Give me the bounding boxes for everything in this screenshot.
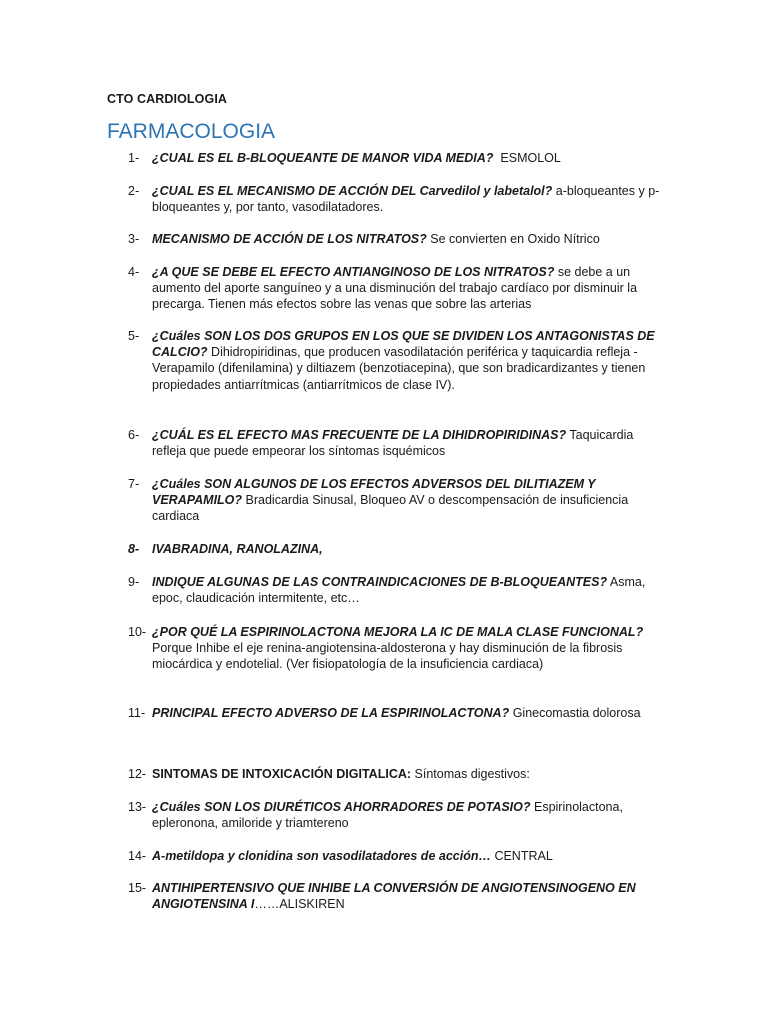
answer-text: Porque Inhibe el eje renina-angiotensina-aldosterona y hay disminución de la fibrosis miocárdica y endotelial. (Ver fisiopatología de la insuficiencia cardiaca) bbox=[152, 641, 623, 672]
question-text: ¿Cuáles SON ALGUNOS DE LOS EFECTOS ADVERSOS DEL DILITIAZEM Y VERAPAMILO? bbox=[152, 477, 596, 508]
answer-text: se debe a un aumento del aporte sanguíneo y a una disminución del trabajo cardíaco por disminuir la precarga. Tienen más efectos sobre las venas que sobre las arterias bbox=[152, 265, 638, 312]
question-text: ANTIHIPERTENSIVO QUE INHIBE LA CONVERSIÓN DE ANGIOTENSINOGENO EN ANGIOTENSINA I bbox=[152, 881, 636, 912]
question-text: MECANISMO DE ACCIÓN DE LOS NITRATOS? bbox=[152, 232, 427, 246]
question-text: ¿CUAL ES EL MECANISMO DE ACCIÓN DEL Carvedilol y labetalol? bbox=[152, 184, 553, 198]
section-title: FARMACOLOGIA bbox=[107, 120, 276, 143]
question-item bbox=[128, 705, 668, 721]
question-text: ¿POR QUÉ LA ESPIRINOLACTONA MEJORA LA IC DE MALA CLASE FUNCIONAL? bbox=[152, 625, 644, 639]
answer-text: Asma, epoc, claudicación intermitente, etc… bbox=[152, 575, 646, 606]
question-item bbox=[128, 231, 668, 247]
question-text: PRINCIPAL EFECTO ADVERSO DE LA ESPIRINOLACTONA? bbox=[152, 706, 510, 720]
question-number: 3- bbox=[128, 232, 140, 246]
question-item bbox=[128, 150, 668, 166]
question-number: 10- bbox=[128, 625, 147, 639]
question-text: A-metildopa y clonidina son vasodilatadores de acción… bbox=[152, 849, 491, 863]
question-text: ¿CUÁL ES EL EFECTO MAS FRECUENTE DE LA DIHIDROPIRIDINAS? bbox=[152, 428, 567, 442]
question-item bbox=[128, 541, 668, 557]
question-text: ¿A QUE SE DEBE EL EFECTO ANTIANGINOSO DE LOS NITRATOS? bbox=[152, 265, 555, 279]
question-item bbox=[128, 766, 668, 782]
question-item bbox=[128, 880, 668, 912]
answer-text: Espirinolactona, epleronona, amiloride y triamtereno bbox=[152, 800, 623, 831]
document-header: CTO CARDIOLOGIA bbox=[107, 92, 228, 106]
answer-text: Ginecomastia dolorosa bbox=[509, 706, 641, 720]
question-text: ¿Cuáles SON LOS DIURÉTICOS AHORRADORES DE POTASIO? bbox=[152, 800, 531, 814]
question-item bbox=[128, 427, 668, 459]
question-number: 15- bbox=[128, 881, 147, 895]
question-number: 1- bbox=[128, 151, 140, 165]
question-number: 14- bbox=[128, 849, 147, 863]
question-item bbox=[128, 574, 668, 606]
question-item bbox=[128, 328, 668, 393]
question-number: 4- bbox=[128, 265, 140, 279]
question-number: 6- bbox=[128, 428, 140, 442]
question-number: 2- bbox=[128, 184, 140, 198]
question-number: 12- bbox=[128, 767, 147, 781]
question-item bbox=[128, 476, 668, 525]
answer-text: ……ALISKIREN bbox=[254, 897, 345, 912]
question-number: 8- bbox=[128, 542, 140, 556]
question-item bbox=[128, 848, 668, 864]
question-text: INDIQUE ALGUNAS DE LAS CONTRAINDICACIONES DE B-BLOQUEANTES? bbox=[152, 575, 608, 589]
question-number: 7- bbox=[128, 477, 140, 491]
question-text: SINTOMAS DE INTOXICACIÓN DIGITALICA: bbox=[152, 767, 412, 781]
answer-text: a-bloqueantes y p-bloqueantes y, por tanto, vasodilatadores. bbox=[152, 184, 660, 215]
question-number: 13- bbox=[128, 800, 147, 814]
question-text: ¿CUAL ES EL B-BLOQUEANTE DE MANOR VIDA MEDIA? bbox=[152, 151, 494, 165]
answer-text: CENTRAL bbox=[490, 849, 553, 863]
answer-text: Taquicardia refleja que puede empeorar los síntomas isquémicos bbox=[152, 428, 634, 459]
answer-text: Bradicardia Sinusal, Bloqueo AV o descompensación de insuficiencia cardiaca bbox=[152, 493, 629, 524]
question-text: IVABRADINA, RANOLAZINA, bbox=[152, 542, 323, 556]
question-item bbox=[128, 183, 668, 215]
question-item bbox=[128, 624, 668, 673]
question-item bbox=[128, 264, 668, 313]
question-number: 9- bbox=[128, 575, 140, 589]
question-text: ¿Cuáles SON LOS DOS GRUPOS EN LOS QUE SE DIVIDEN LOS ANTAGONISTAS DE CALCIO? bbox=[152, 329, 655, 360]
question-item bbox=[128, 799, 668, 831]
question-number: 11- bbox=[128, 706, 146, 720]
question-number: 5- bbox=[128, 329, 140, 343]
answer-text: Dihidropiridinas, que producen vasodilatación periférica y taquicardia refleja - Verapamilo (difenilamina) y diltiazem (benzotiacepina), que son bradicardizantes y tienen propiedades antiarrítmicas (antiarrítmicos de clase IV). bbox=[152, 345, 646, 392]
answer-text: Síntomas digestivos: bbox=[411, 767, 530, 781]
answer-text: ESMOLOL bbox=[493, 151, 561, 165]
answer-text: Se convierten en Oxido Nítrico bbox=[426, 232, 600, 246]
